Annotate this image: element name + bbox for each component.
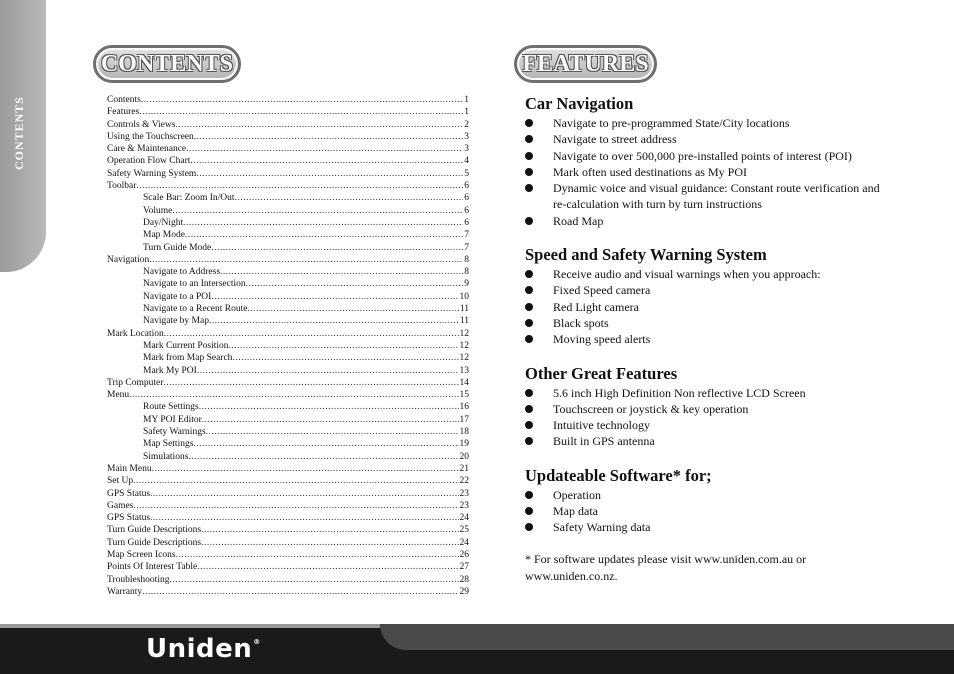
toc-title: Care & Maintenance (107, 144, 187, 155)
toc-row (107, 291, 469, 303)
toc-row (107, 168, 469, 180)
toc-title: Navigate to Address (143, 267, 221, 278)
toc-row (107, 414, 469, 426)
toc-leader-dots (220, 266, 463, 278)
toc-title: Safety Warnings (143, 427, 206, 438)
bullet-icon (525, 135, 533, 143)
toc-title: Features (107, 107, 140, 118)
toc-title: Map Screen Icons (107, 549, 176, 560)
contents-heading: CONTENTS (93, 45, 241, 83)
toc-leader-dots (188, 451, 458, 463)
toc-row (107, 254, 469, 266)
features-heading: FEATURES (514, 45, 657, 83)
toc-leader-dots (211, 291, 458, 303)
toc-row (107, 451, 469, 463)
toc-leader-dots (175, 119, 463, 131)
feature-item-text: Moving speed alerts (553, 332, 651, 347)
toc-row (107, 229, 469, 241)
toc-title: Points Of Interest Table (107, 562, 198, 573)
bullet-icon (525, 523, 533, 531)
toc-row (107, 106, 469, 118)
bullet-icon (525, 507, 533, 515)
toc-page-number: 25 (459, 525, 469, 536)
toc-page-number: 1 (464, 95, 469, 105)
feature-item-text: Intuitive technology (553, 418, 650, 433)
list-item (525, 131, 895, 147)
toc-leader-dots (150, 512, 458, 524)
toc-page-number: 24 (459, 513, 469, 524)
toc-page-number: 11 (459, 316, 469, 327)
toc-title: Using the Touchscreen (107, 131, 194, 142)
toc-page-number: 15 (459, 390, 469, 401)
toc-page-number: 7 (464, 230, 469, 241)
toc-row (107, 143, 469, 155)
toc-leader-dots (150, 488, 458, 500)
toc-page-number: 1 (464, 107, 469, 118)
toc-leader-dots (197, 365, 459, 377)
toc-title: GPS Status (107, 513, 151, 524)
list-item (525, 180, 895, 213)
feature-heading: Speed and Safety Warning System (525, 245, 767, 265)
toc-row (107, 475, 469, 487)
toc-row (107, 328, 469, 340)
toc-title: Set Up (107, 476, 134, 487)
toc-title: Navigate to a Recent Route (143, 304, 248, 315)
feature-item-text: 5.6 inch High Definition Non reflective LCD Screen (553, 385, 806, 400)
toc-leader-dots (169, 574, 458, 586)
list-item (525, 487, 895, 503)
toc-row (107, 278, 469, 290)
toc-title: Mark from Map Search (143, 353, 233, 364)
toc-title: Trip Computer (107, 377, 164, 388)
toc-row (107, 512, 469, 524)
toc-title: MY POI Editor (143, 414, 202, 425)
toc-title: Contents (107, 95, 141, 105)
toc-leader-dots (206, 426, 459, 438)
side-tab-label: CONTENTS (12, 96, 26, 171)
toc-row (107, 500, 469, 512)
toc-leader-dots (149, 254, 463, 266)
toc-row (107, 242, 469, 254)
toc-row (107, 537, 469, 549)
bullet-icon (525, 184, 533, 192)
toc-page-number: 13 (459, 365, 469, 376)
list-item (525, 385, 895, 401)
toc-leader-dots (201, 524, 458, 536)
toc-page-number: 26 (459, 549, 469, 560)
uniden-logo (146, 634, 260, 664)
toc-page-number: 6 (464, 181, 469, 192)
feature-item-text: Safety Warning data (553, 520, 651, 535)
feature-item-text: Built in GPS antenna (553, 434, 655, 449)
toc-leader-dots (186, 143, 463, 155)
features-column (525, 93, 895, 586)
toc-leader-dots (199, 401, 459, 413)
bullet-icon (525, 335, 533, 343)
toc-leader-dots (176, 549, 459, 561)
toc-page-number: 3 (464, 144, 469, 155)
toc-leader-dots (136, 180, 463, 192)
toc-page-number: 6 (464, 205, 469, 216)
toc-page-number: 11 (459, 304, 469, 315)
toc-title: Navigate to a POI (143, 291, 212, 302)
toc-row (107, 340, 469, 352)
feature-item-text: Navigate to over 500,000 pre-installed points of interest (POI) (553, 148, 852, 163)
toc-row (107, 352, 469, 364)
bullet-icon (525, 168, 533, 176)
toc-leader-dots (164, 328, 459, 340)
toc-title: Map Mode (143, 230, 185, 241)
bullet-icon (525, 270, 533, 278)
toc-row (107, 561, 469, 573)
toc-title: Turn Guide Descriptions (107, 537, 202, 548)
registered-mark: ® (253, 638, 261, 646)
toc-title: Toolbar (107, 181, 137, 192)
toc-leader-dots (183, 217, 463, 229)
toc-row (107, 315, 469, 327)
toc-row (107, 94, 469, 106)
toc-title: Warranty (107, 586, 143, 597)
bullet-icon (525, 286, 533, 294)
bullet-icon (525, 437, 533, 445)
feature-item-text: Dynamic voice and visual guidance: Constant route verification and re-calculation with turn by turn instructions (553, 181, 880, 212)
toc-leader-dots (201, 537, 458, 549)
list-item (525, 417, 895, 433)
feature-section (525, 363, 895, 450)
toc-page-number: 12 (459, 340, 469, 351)
toc-page-number: 16 (459, 402, 469, 413)
toc-title: Route Settings (143, 402, 199, 413)
toc-title: Turn Guide Descriptions (107, 525, 202, 536)
toc-page-number: 19 (459, 439, 469, 450)
bullet-icon (525, 152, 533, 160)
feature-heading: Updateable Software* for; (525, 465, 712, 485)
toc-page-number: 27 (459, 562, 469, 573)
list-item (525, 503, 895, 519)
toc-page-number: 9 (464, 279, 469, 290)
toc-leader-dots (152, 463, 459, 475)
toc-row (107, 426, 469, 438)
list-item (525, 282, 895, 298)
feature-section (525, 465, 895, 536)
feature-item-text: Map data (553, 504, 598, 519)
toc-page-number: 29 (459, 586, 469, 597)
toc-leader-dots (129, 389, 458, 401)
toc-row (107, 119, 469, 131)
feature-item-text: Navigate to pre-programmed State/City locations (553, 116, 790, 130)
list-item (525, 401, 895, 417)
footer-stripe (380, 624, 954, 650)
list-item (525, 148, 895, 164)
toc-page-number: 24 (459, 537, 469, 548)
bullet-icon (525, 491, 533, 499)
toc-page-number: 14 (459, 377, 469, 388)
feature-item-text: Receive audio and visual warnings when you approach: (553, 267, 821, 282)
toc-leader-dots (133, 475, 458, 487)
feature-section (525, 244, 895, 347)
bullet-icon (525, 421, 533, 429)
toc-leader-dots (202, 414, 459, 426)
bullet-icon (525, 319, 533, 327)
table-of-contents (107, 94, 469, 598)
toc-row (107, 217, 469, 229)
bullet-icon (525, 303, 533, 311)
list-item (525, 266, 895, 282)
toc-title: Navigation (107, 254, 150, 265)
side-tab (0, 0, 46, 272)
toc-title: Mark My POI (143, 365, 197, 376)
toc-title: Volume (143, 205, 173, 216)
toc-title: Troubleshooting (107, 574, 170, 585)
toc-row (107, 389, 469, 401)
toc-row (107, 155, 469, 167)
toc-page-number: 6 (464, 217, 469, 228)
toc-page-number: 12 (459, 353, 469, 364)
feature-item-text: Red Light camera (553, 299, 639, 314)
toc-title: Map Settings (143, 439, 194, 450)
toc-row (107, 401, 469, 413)
feature-item-text: Navigate to street address (553, 132, 677, 147)
toc-row (107, 365, 469, 377)
toc-page-number: 28 (459, 574, 469, 585)
toc-title: Mark Current Position (143, 340, 229, 351)
toc-row (107, 549, 469, 561)
toc-page-number: 2 (464, 119, 469, 130)
toc-leader-dots (197, 561, 458, 573)
list-item (525, 299, 895, 315)
toc-page-number: 6 (464, 193, 469, 204)
toc-page-number: 18 (459, 427, 469, 438)
toc-page-number: 4 (464, 156, 469, 167)
toc-title: Turn Guide Mode (143, 242, 212, 253)
list-item (525, 519, 895, 535)
toc-title: Safety Warning System (107, 168, 197, 179)
toc-leader-dots (163, 377, 458, 389)
toc-leader-dots (247, 303, 458, 315)
toc-title: Navigate by Map (143, 316, 209, 327)
toc-leader-dots (139, 106, 463, 118)
toc-leader-dots (194, 131, 464, 143)
feature-heading: Car Navigation (525, 94, 634, 113)
feature-item-text: Touchscreen or joystick & key operation (553, 401, 749, 416)
toc-leader-dots (142, 586, 458, 598)
toc-row (107, 192, 469, 204)
toc-leader-dots (209, 315, 459, 327)
toc-title: Games (107, 500, 134, 511)
toc-title: Simulations (143, 451, 189, 462)
feature-item-text: Fixed Speed camera (553, 283, 651, 298)
toc-title: GPS Status (107, 488, 151, 499)
toc-leader-dots (246, 278, 464, 290)
toc-leader-dots (185, 229, 463, 241)
toc-leader-dots (172, 205, 463, 217)
feature-list (525, 487, 895, 536)
toc-page-number: 5 (464, 168, 469, 179)
feature-list (525, 115, 895, 229)
toc-row (107, 131, 469, 143)
toc-title: Navigate to an Intersection (143, 279, 246, 290)
toc-page-number: 17 (459, 414, 469, 425)
toc-row (107, 303, 469, 315)
feature-item-text: Black spots (553, 315, 609, 330)
toc-leader-dots (229, 340, 459, 352)
toc-page-number: 22 (459, 476, 469, 487)
toc-page-number: 23 (459, 500, 469, 511)
toc-row (107, 438, 469, 450)
footer-divider (0, 624, 380, 628)
toc-title: Day/Night (143, 217, 184, 228)
toc-title: Scale Bar: Zoom In/Out (143, 193, 235, 204)
toc-page-number: 12 (459, 328, 469, 339)
bullet-icon (525, 389, 533, 397)
feature-item-text: Mark often used destinations as My POI (553, 164, 747, 179)
list-item (525, 164, 895, 180)
feature-section (525, 93, 895, 229)
software-update-note: * For software updates please visit www.uniden.com.au or www.uniden.co.nz. (525, 551, 807, 584)
toc-page-number: 21 (459, 463, 469, 474)
toc-leader-dots (232, 352, 458, 364)
list-item (525, 331, 895, 347)
toc-row (107, 574, 469, 586)
toc-title: Operation Flow Chart (107, 156, 191, 167)
toc-row (107, 524, 469, 536)
toc-page-number: 3 (464, 131, 469, 142)
toc-page-number: 7 (464, 242, 469, 253)
list-item (525, 433, 895, 449)
logo-text: Uniden (146, 634, 253, 664)
toc-leader-dots (211, 242, 463, 254)
list-item (525, 213, 895, 229)
toc-page-number: 10 (459, 291, 469, 302)
toc-page-number: 20 (459, 451, 469, 462)
toc-page-number: 8 (464, 267, 469, 278)
toc-leader-dots (141, 94, 463, 106)
list-item (525, 115, 895, 131)
toc-leader-dots (190, 155, 463, 167)
feature-heading: Other Great Features (525, 363, 678, 383)
toc-title: Mark Location (107, 328, 164, 339)
toc-row (107, 377, 469, 389)
toc-title: Main Menu (107, 463, 152, 474)
toc-row (107, 266, 469, 278)
toc-row (107, 205, 469, 217)
toc-row (107, 488, 469, 500)
bullet-icon (525, 217, 533, 225)
bullet-icon (525, 119, 533, 127)
toc-page-number: 23 (459, 488, 469, 499)
toc-leader-dots (133, 500, 458, 512)
toc-leader-dots (235, 192, 464, 204)
toc-title: Controls & Views (107, 119, 176, 130)
feature-list (525, 385, 895, 450)
toc-row (107, 463, 469, 475)
toc-row (107, 180, 469, 192)
toc-page-number: 8 (464, 254, 469, 265)
toc-leader-dots (196, 168, 463, 180)
toc-title: Menu (107, 390, 130, 401)
feature-item-text: Operation (553, 487, 601, 502)
feature-list (525, 266, 895, 347)
list-item (525, 315, 895, 331)
toc-row (107, 586, 469, 598)
bullet-icon (525, 405, 533, 413)
feature-item-text: Road Map (553, 213, 604, 228)
toc-leader-dots (193, 438, 458, 450)
